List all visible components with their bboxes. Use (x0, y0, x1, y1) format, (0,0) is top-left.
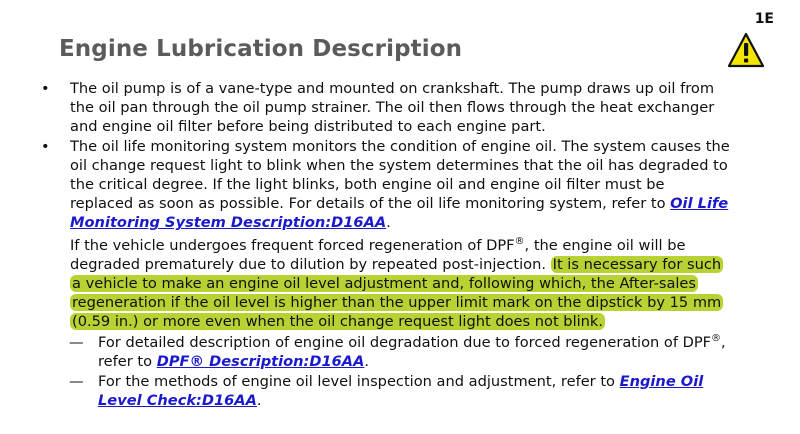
text-span: If the vehicle undergoes frequent forced regeneration of DPF (70, 236, 515, 254)
text-line (70, 255, 776, 274)
link-dpf-description[interactable]: DPF® Description:D16AA (156, 352, 365, 370)
text-span: , the engine oil will be (524, 236, 686, 254)
document-body (41, 79, 776, 410)
text-line (98, 352, 776, 371)
text-line: and engine oil filter before being distributed to each engine part. (70, 118, 546, 136)
text-span: replaced as soon as possible. For details of the oil life monitoring system, refer to (70, 195, 671, 213)
text-line: The oil pump is of a vane-type and mounted on crankshaft. The pump draws up oil from (70, 80, 715, 97)
page-title: Engine Lubrication Description (59, 36, 463, 62)
dash-bullet: — (69, 333, 84, 351)
registered-mark: ® (711, 332, 722, 344)
highlighted-text: It is necessary for such (552, 255, 722, 273)
text-span: degraded prematurely due to dilution by repeated post-injection. (70, 255, 551, 273)
highlighted-text: a vehicle to make an engine oil level adjustment and, following which, the After-sales (72, 275, 697, 293)
text-span: For detailed description of engine oil degradation due to forced regeneration of DPF (98, 333, 712, 351)
text-span: . (386, 214, 391, 232)
warning-triangle-icon (727, 32, 765, 68)
link-engine-oil-level-check-cont[interactable]: Level Check:D16AA (98, 392, 257, 410)
text-line (70, 236, 776, 255)
text-line: the oil pan through the oil pump strainer. The oil then flows through the heat exchanger (70, 99, 715, 117)
bullet-icon: • (41, 80, 50, 97)
highlighted-text: regeneration if the oil level is higher than the upper limit mark on the dipstick by 15 mm (72, 294, 722, 312)
text-line: The oil life monitoring system monitors the condition of engine oil. The system causes the (70, 137, 730, 155)
bullet-item-oil-pump (41, 79, 776, 137)
bullet-item-oil-life (41, 137, 776, 332)
text-line (70, 312, 776, 331)
text-line (98, 333, 776, 352)
text-line (70, 274, 776, 293)
text-line: the critical degree. If the light blinks, both engine oil and engine oil filter must be (70, 176, 665, 194)
text-span: refer to (98, 352, 157, 370)
link-oil-life-monitoring[interactable]: Oil Life (670, 195, 729, 213)
highlighted-text: (0.59 in.) or more even when the oil change request light does not blink. (72, 313, 604, 331)
sub-item-oil-level-check (41, 372, 776, 410)
text-line (70, 213, 776, 232)
text-line: oil change request light to blink when the system determines that the oil has degraded to (70, 156, 728, 174)
section-code: 1E (754, 11, 774, 27)
text-span: . (256, 392, 262, 410)
text-line (70, 293, 776, 312)
registered-mark: ® (514, 235, 525, 247)
sub-item-dpf-degradation (41, 333, 776, 371)
link-oil-life-monitoring-cont[interactable]: Monitoring System Description:D16AA (70, 214, 387, 232)
text-span: For the methods of engine oil level inspection and adjustment, refer to (98, 373, 620, 391)
text-line (98, 372, 776, 391)
text-line (98, 391, 776, 410)
link-engine-oil-level-check[interactable]: Engine Oil (619, 373, 704, 391)
dash-bullet: — (69, 373, 84, 391)
text-span: , (721, 333, 726, 351)
bullet-icon: • (41, 137, 50, 155)
text-span: . (364, 352, 370, 370)
text-line (70, 194, 776, 213)
